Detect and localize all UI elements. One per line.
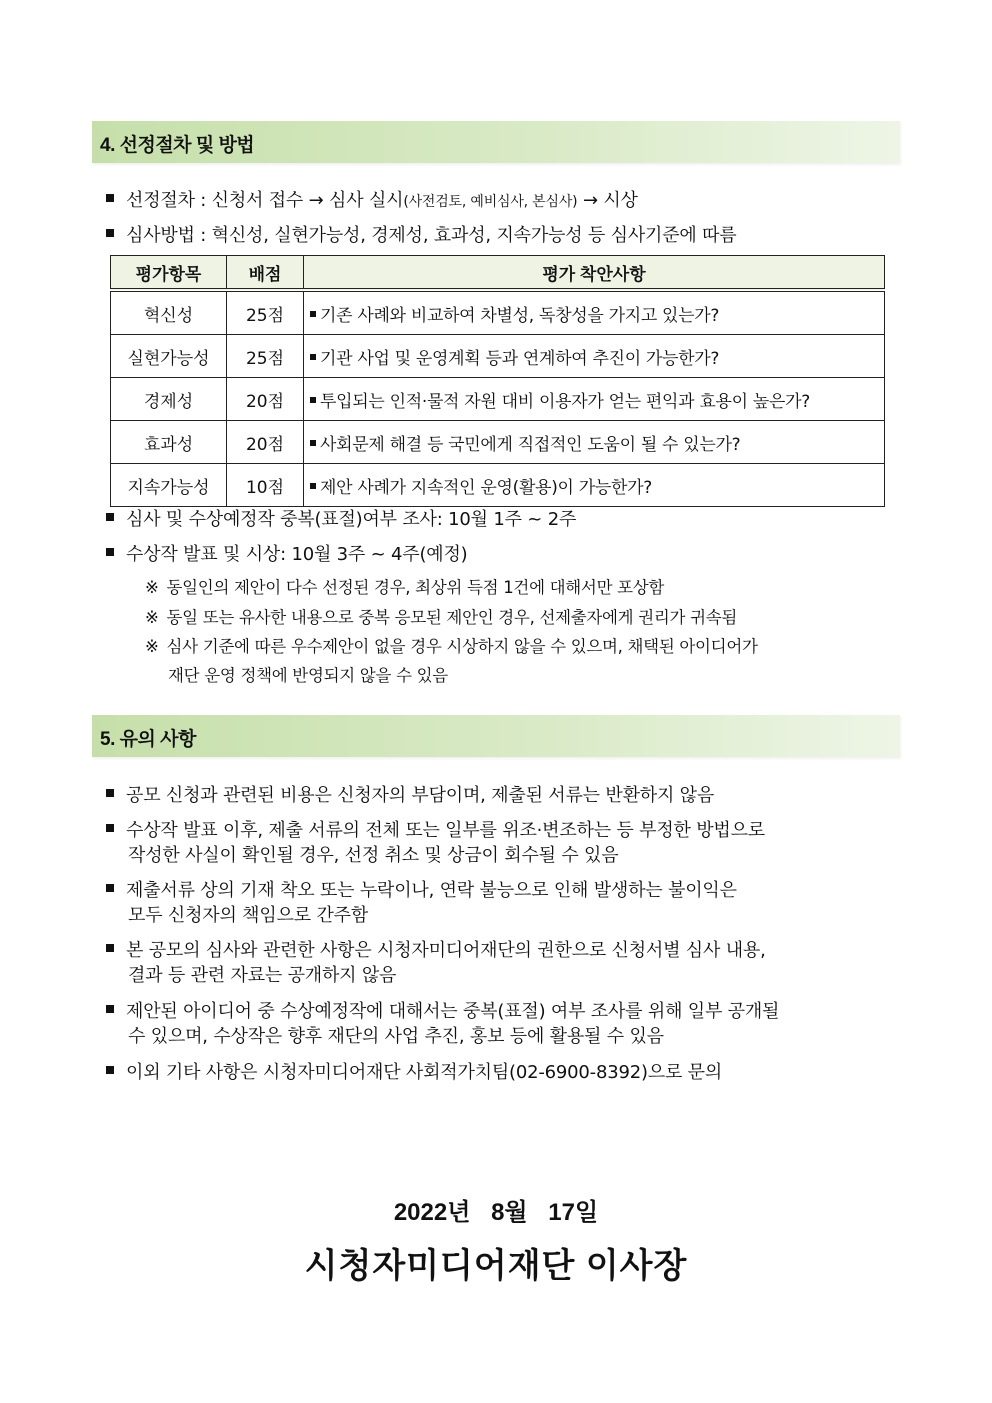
- bullet-square-icon: [106, 194, 114, 202]
- row-item: 실현가능성: [111, 335, 227, 378]
- bullet-square-icon: [106, 548, 114, 556]
- schedule-award-line: 수상작 발표 및 시상: 10월 3주 ~ 4주(예정): [106, 542, 902, 568]
- evaluation-table: [110, 255, 885, 507]
- row-item: 혁신성: [111, 290, 227, 335]
- row-score: 20점: [227, 421, 304, 464]
- table-row: [111, 378, 885, 421]
- note-item: ※ 동일인의 제안이 다수 선정된 경우, 최상위 득점 1건에 대해서만 포상함: [145, 578, 665, 597]
- note-continuation: 재단 운영 정책에 반영되지 않을 수 있음: [168, 666, 448, 685]
- bullet-square-icon: [106, 789, 114, 797]
- procedure-tail: → 시상: [577, 190, 638, 211]
- caution-item: 제출서류 상의 기재 착오 또는 누락이나, 연락 불능으로 인해 발생하는 불이익은 모두 신청자의 책임으로 간주함: [106, 878, 898, 928]
- procedure-text: 선정절차 : 신청서 접수 → 심사 실시: [126, 190, 404, 211]
- caution-item: 본 공모의 심사와 관련한 사항은 시청자미디어재단의 권한으로 신청서별 심사 내용, 결과 등 관련 자료는 공개하지 않음: [106, 938, 898, 988]
- bullet-square-icon: [106, 944, 114, 952]
- caution-item: 수상작 발표 이후, 제출 서류의 전체 또는 일부를 위조·변조하는 등 부정한 방법으로 작성한 사실이 확인될 경우, 선정 취소 및 상금이 회수될 수 있음: [106, 818, 898, 868]
- bullet-square-icon: [106, 824, 114, 832]
- row-criteria: 사회문제 해결 등 국민에게 직접적인 도움이 될 수 있는가?: [304, 421, 885, 464]
- caution-item: 이외 기타 사항은 시청자미디어재단 사회적가치팀(02-6900-8392)으로 문의: [106, 1060, 898, 1085]
- bullet-square-icon: [106, 229, 114, 237]
- section-4-header: [92, 121, 900, 163]
- bullet-square-icon: [310, 483, 316, 489]
- row-item: 효과성: [111, 421, 227, 464]
- row-criteria: 기존 사례와 비교하여 차별성, 독창성을 가지고 있는가?: [304, 290, 885, 335]
- col-header-score: 배점: [227, 256, 304, 291]
- signer-title: 시청자미디어재단 이사장: [304, 1247, 688, 1285]
- bullet-square-icon: [310, 311, 316, 317]
- col-header-item: 평가항목: [111, 256, 227, 291]
- procedure-line: [106, 188, 902, 215]
- row-item: 경제성: [111, 378, 227, 421]
- section-5-title: 5. 유의 사항: [100, 729, 196, 750]
- row-score: 10점: [227, 464, 304, 507]
- row-criteria: 제안 사례가 지속적인 운영(활용)이 가능한가?: [304, 464, 885, 507]
- bullet-square-icon: [310, 440, 316, 446]
- note-item: ※ 심사 기준에 따른 우수제안이 없을 경우 시상하지 않을 수 있으며, 채택된 아이디어가: [145, 637, 758, 656]
- caution-item: 제안된 아이디어 중 수상예정작에 대해서는 중복(표절) 여부 조사를 위해 일부 공개될 수 있으며, 수상작은 향후 재단의 사업 추진, 홍보 등에 활용될 수 있음: [106, 999, 898, 1049]
- reference-mark-icon: ※: [145, 608, 159, 627]
- bullet-square-icon: [106, 1066, 114, 1074]
- table-row: [111, 335, 885, 378]
- bullet-square-icon: [106, 1005, 114, 1013]
- reference-mark-icon: ※: [145, 637, 159, 656]
- row-criteria: 기관 사업 및 운영계획 등과 연계하여 추진이 가능한가?: [304, 335, 885, 378]
- row-score: 20점: [227, 378, 304, 421]
- method-text: 심사방법 : 혁신성, 실현가능성, 경제성, 효과성, 지속가능성 등 심사기준에 따름: [126, 225, 737, 246]
- table-header-row: [111, 256, 885, 291]
- procedure-detail: (사전검토, 예비심사, 본심사): [403, 194, 578, 210]
- table-row: [111, 290, 885, 335]
- section-5-header: [92, 715, 900, 757]
- section-4-title: 4. 선정절차 및 방법: [100, 135, 255, 156]
- row-item: 지속가능성: [111, 464, 227, 507]
- table-row: [111, 464, 885, 507]
- caution-item: 공모 신청과 관련된 비용은 신청자의 부담이며, 제출된 서류는 반환하지 않음: [106, 783, 898, 808]
- table-row: [111, 421, 885, 464]
- issue-date: 2022년 8월 17일: [393, 1199, 599, 1226]
- row-score: 25점: [227, 335, 304, 378]
- reference-mark-icon: ※: [145, 578, 159, 597]
- row-score: 25점: [227, 290, 304, 335]
- row-criteria: 투입되는 인적·물적 자원 대비 이용자가 얻는 편익과 효용이 높은가?: [304, 378, 885, 421]
- method-line: [106, 223, 902, 249]
- bullet-square-icon: [106, 884, 114, 892]
- schedule-review-line: 심사 및 수상예정작 중복(표절)여부 조사: 10월 1주 ~ 2주: [106, 507, 902, 533]
- note-item: ※ 동일 또는 유사한 내용으로 중복 응모된 제안인 경우, 선제출자에게 권리가 귀속됨: [145, 608, 738, 627]
- col-header-criteria: 평가 착안사항: [304, 256, 885, 291]
- bullet-square-icon: [310, 397, 316, 403]
- bullet-square-icon: [106, 513, 114, 521]
- bullet-square-icon: [310, 354, 316, 360]
